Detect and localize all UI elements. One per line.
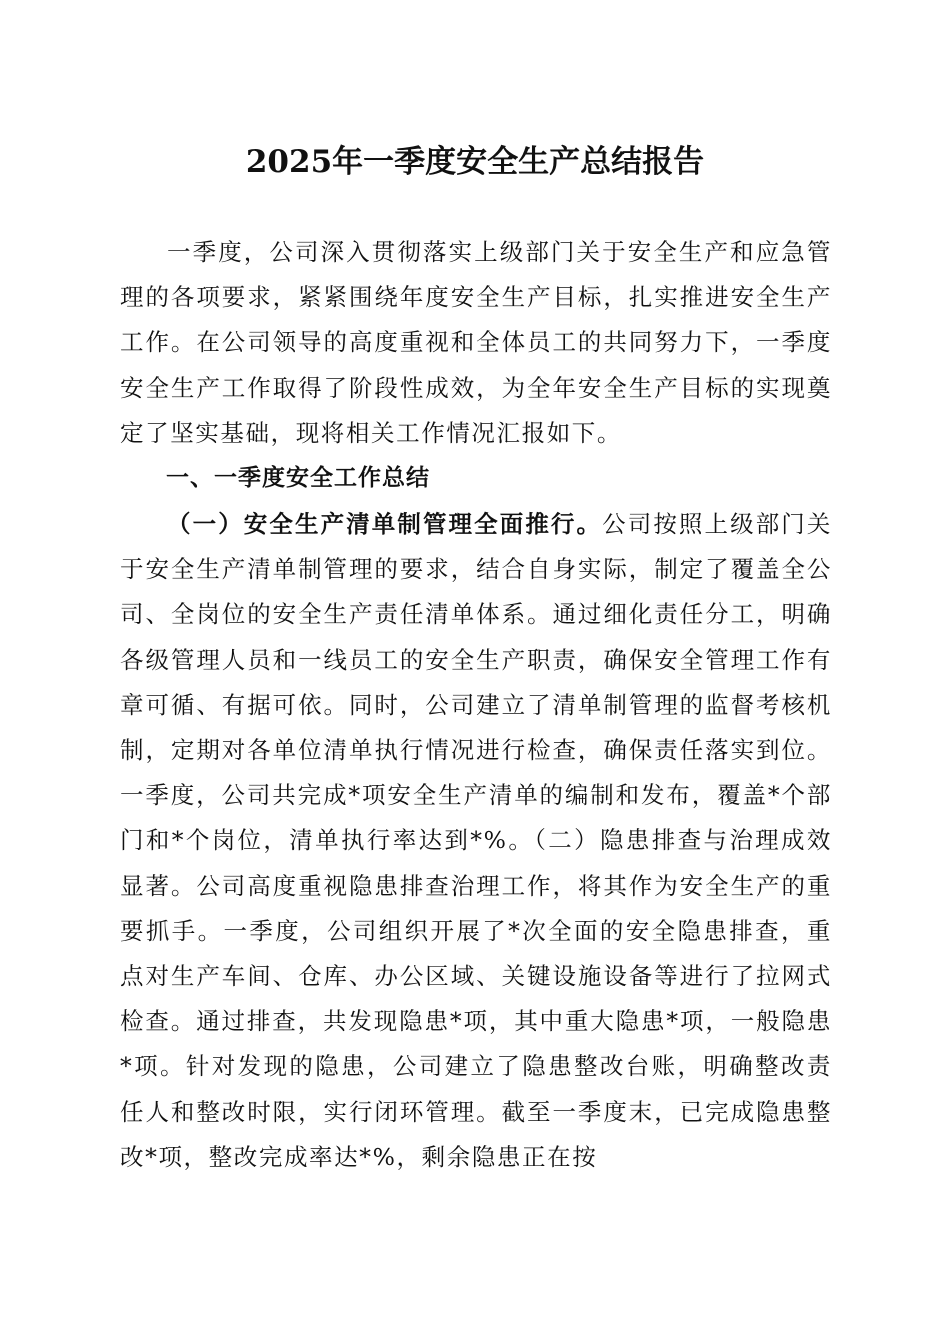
section-heading: 一、一季度安全工作总结 (166, 465, 430, 491)
section-paragraph (120, 502, 832, 1180)
intro-paragraph: 一季度，公司深入贯彻落实上级部门关于安全生产和应急管理的各项要求，紧紧围绕年度安全生产目标，扎实推进安全生产工作。在公司领导的高度重视和全体员工的共同努力下，一季度安全生产工作取得了阶段性成效，为全年安全生产目标的实现奠定了坚实基础，现将相关工作情况汇报如下。 (120, 238, 832, 447)
document-title: 2025年一季度安全生产总结报告 (245, 144, 705, 180)
item-lead: （一）安全生产清单制管理全面推行。 (167, 510, 603, 538)
item-body: 公司按照上级部门关于安全生产清单制管理的要求，结合自身实际，制定了覆盖全公司、全岗位的安全生产责任清单体系。通过细化责任分工，明确各级管理人员和一线员工的安全生产职责，确保安全管理工作有章可循、有据可依。同时，公司建立了清单制管理的监督考核机制，定期对各单位清单执行情况进行检查，确保责任落实到位。一季度，公司共完成*项安全生产清单的编制和发布，覆盖*个部门和*个岗位，清单执行率达到*%。（二）隐患排查与治理成效显著。公司高度重视隐患排查治理工作，将其作为安全生产的重要抓手。一季度，公司组织开展了*次全面的安全隐患排查，重点对生产车间、仓库、办公区域、关键设施设备等进行了拉网式检查。通过排查，共发现隐患*项，其中重大隐患*项，一般隐患*项。针对发现的隐患，公司建立了隐患整改台账，明确整改责任人和整改时限，实行闭环管理。截至一季度末，已完成隐患整改*项，整改完成率达*%，剩余隐患正在按 (120, 510, 832, 1171)
